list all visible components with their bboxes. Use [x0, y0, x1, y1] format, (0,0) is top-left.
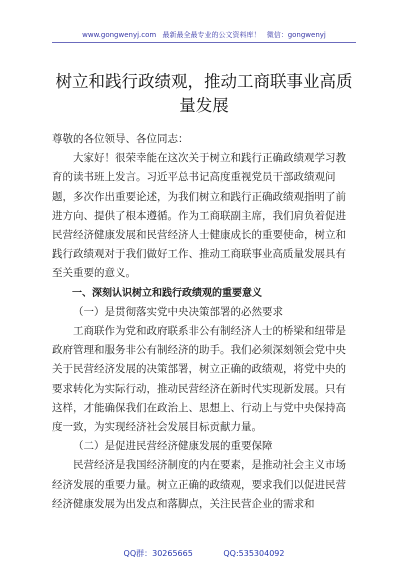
section-heading-1: 一、深刻认识树立和践行政绩观的重要意义 [72, 287, 262, 299]
body-paragraph-3: 民营经济是我国经济制度的内在要素，是推动社会主义市场经济发展的重要力量。树立正确的政绩观，要求我们以促进民营经济健康发展为出发点和落脚点，关注民营企业的需求和 [52, 459, 346, 510]
footer-qq: QQ:535304092 [223, 549, 285, 558]
document-title: 树立和践行政绩观，推动工商联事业高质量发展 [55, 72, 353, 115]
document-body [52, 130, 356, 514]
header-slogan: 最新最全最专业的公文资料库！ [162, 31, 261, 39]
header-site-link[interactable]: www.gongwenyj.com [82, 31, 157, 39]
header-divider [52, 42, 356, 43]
subsection-heading-2: （二）是促进民营经济健康发展的重要保障 [73, 440, 273, 453]
intro-paragraph: 大家好！很荣幸能在这次关于树立和践行正确政绩观学习教育的读书班上发言。习近平总书记高度重视党员干部政绩观问题，多次作出重要论述，为我们树立和践行正确政绩观指明了前进方向、提供了根本遵循。作为工商联副主席，我们肩负着促进民营经济健康发展和民营经济人士健康成长的重要使命，树立和践行政绩观对于我们做好工作、推动工商联事业高质量发展具有至关重要的意义。 [52, 152, 346, 280]
footer-qq-group: QQ群：30265665 [123, 549, 193, 558]
header-wechat: 微信：gongwenyj [266, 31, 326, 39]
body-paragraph-2: 工商联作为党和政府联系非公有制经济人士的桥梁和纽带是政府管理和服务非公有制经济的助手。我们必须深刻领会党中央关于民营经济发展的决策部署，树立正确的政绩观，将党中央的要求转化为实际行动，推动民营经济在新时代实现新发展。只有这样，才能确保我们在政治上、思想上、行动上与党中央保持高度一致，为实现经济社会发展目标贡献力量。 [52, 325, 346, 434]
page-header [0, 30, 408, 40]
subsection-heading-1: （一）是贯彻落实党中央决策部署的必然要求 [73, 305, 283, 318]
salutation: 尊敬的各位领导、各位同志： [52, 133, 189, 145]
page-footer [0, 548, 408, 559]
